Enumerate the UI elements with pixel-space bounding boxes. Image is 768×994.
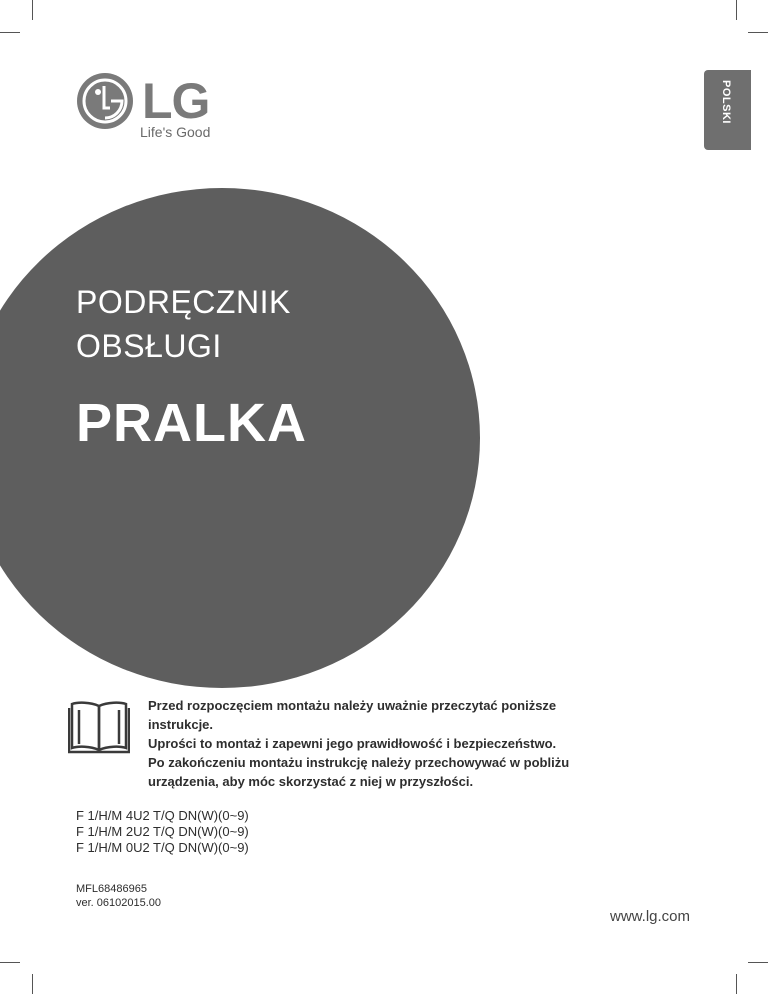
- crop-mark: [736, 974, 737, 994]
- crop-mark: [0, 962, 20, 963]
- safety-notice: [148, 696, 608, 791]
- notice-line: Przed rozpoczęciem montażu należy uważnie przeczytać poniższe instrukcje.: [148, 698, 557, 732]
- brand-name: LG: [142, 73, 210, 129]
- crop-mark: [736, 0, 737, 20]
- product-name: PRALKA: [76, 393, 307, 453]
- language-tab: [704, 70, 751, 150]
- model-item: F 1/H/M 4U2 T/Q DN(W)(0~9): [76, 808, 249, 823]
- manual-title-line-1: PODRĘCZNIK: [76, 284, 291, 320]
- website-link[interactable]: www.lg.com: [610, 908, 691, 925]
- model-list: [76, 808, 249, 856]
- crop-mark: [32, 974, 33, 994]
- model-item: F 1/H/M 2U2 T/Q DN(W)(0~9): [76, 824, 249, 839]
- crop-mark: [0, 32, 20, 33]
- document-version: ver. 06102015.00: [76, 897, 162, 909]
- notice-line: Uprości to montaż i zapewni jego prawidłowość i bezpieczeństwo.: [148, 736, 557, 751]
- crop-mark: [32, 0, 33, 20]
- open-book-icon: [68, 700, 130, 754]
- crop-mark: [748, 32, 768, 33]
- model-item: F 1/H/M 0U2 T/Q DN(W)(0~9): [76, 840, 249, 855]
- language-label: POLSKI: [720, 80, 732, 124]
- lg-face-icon: [76, 72, 134, 130]
- crop-mark: [748, 962, 768, 963]
- document-code: MFL68486965: [76, 883, 147, 895]
- brand-tagline: Life's Good: [140, 124, 211, 140]
- document-info: [76, 882, 161, 910]
- notice-line: Po zakończeniu montażu instrukcję należy przechowywać w pobliżu urządzenia, aby móc skorzystać z niej w przyszłości.: [148, 755, 570, 789]
- manual-title-line-2: OBSŁUGI: [76, 328, 222, 364]
- lg-logo: [76, 72, 226, 142]
